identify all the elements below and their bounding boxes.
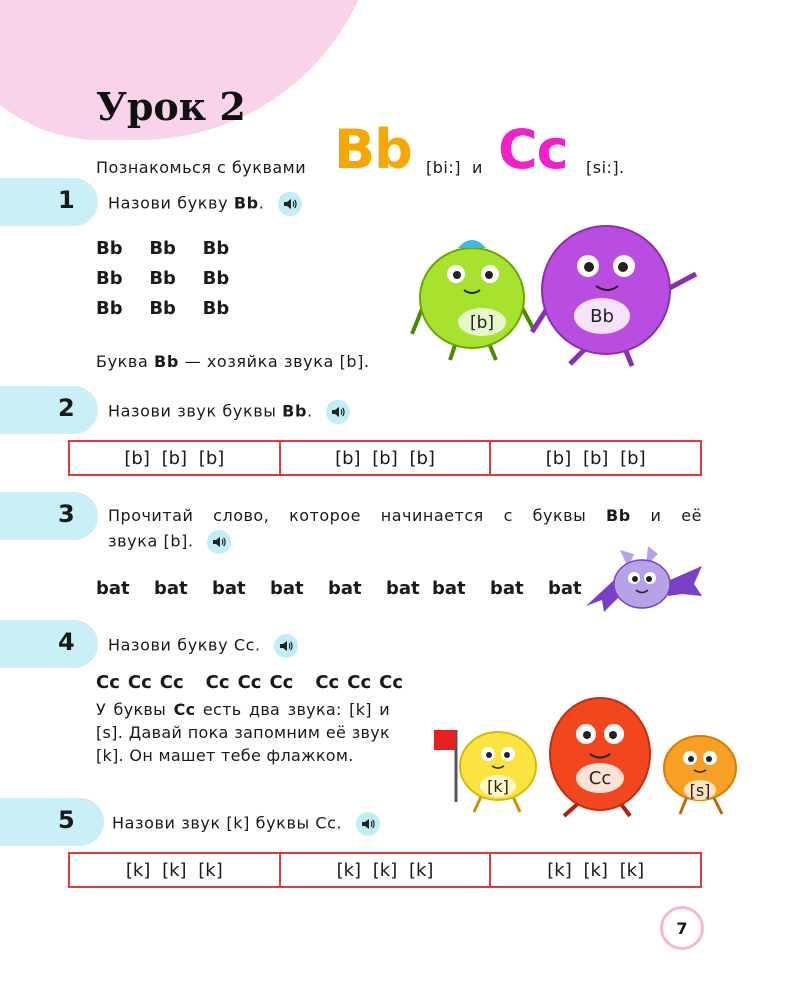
bat-word: bat [270, 578, 304, 599]
big-letter-cc: Cc [498, 118, 568, 181]
bat-word: bat [548, 578, 582, 599]
task-number: 2 [58, 394, 75, 422]
task-1 [108, 192, 302, 216]
word: её [681, 506, 702, 525]
word: начинается [380, 506, 484, 525]
bat-words [96, 578, 596, 604]
green-monster [412, 240, 534, 360]
bat-word: bat [96, 578, 130, 599]
grid-row [96, 268, 256, 298]
task-text: звука [b]. [108, 531, 194, 551]
purple-monster [532, 226, 696, 366]
task-tab-1 [0, 178, 98, 226]
bat-word: bat [154, 578, 188, 599]
bat-illustration [584, 540, 704, 620]
red-monster [550, 698, 650, 816]
sound-cell: [b] [b] [b] [281, 442, 492, 474]
speaker-icon[interactable] [278, 192, 302, 216]
orange-monster [664, 736, 736, 814]
task-3-line-2 [108, 530, 231, 554]
para-a: У буквы [96, 700, 167, 719]
big-letter-bb: Bb [334, 118, 412, 181]
grid-letter: Bb [202, 298, 230, 319]
grid-row [96, 298, 256, 328]
sound-cell: [k] [k] [k] [547, 859, 645, 881]
cc-letter: Cc [347, 672, 372, 693]
grid-letter: Bb [96, 238, 123, 259]
speaker-icon[interactable] [207, 530, 231, 554]
cc-letter: Cc [269, 672, 294, 693]
task-number: 5 [58, 806, 75, 834]
red-monster-label: Cc [588, 768, 612, 789]
word: с [503, 506, 513, 525]
word: слово, [213, 506, 270, 525]
cc-letter: Cc [315, 672, 340, 693]
task-tab-5 [0, 798, 104, 846]
rule-text [96, 352, 370, 371]
bat-word: bat [212, 578, 246, 599]
task-number: 3 [58, 500, 75, 528]
grid-letter: Bb [202, 238, 230, 259]
grid-letter: Bb [149, 238, 176, 259]
task-bold: Bb [233, 193, 259, 213]
orange-monster-label: [s] [689, 781, 711, 800]
cc-letter: Cc [127, 672, 152, 693]
cc-explanation [96, 698, 390, 767]
word: и [650, 506, 662, 525]
task-text: Назови букву [108, 193, 229, 213]
para-b: есть два звука: [k] и [s]. Давай пока запомним её звук [k]. Он машет тебе флажком. [96, 700, 391, 765]
task-4 [108, 634, 298, 658]
speaker-icon[interactable] [356, 812, 380, 836]
task-tab-2 [0, 386, 98, 434]
speaker-icon[interactable] [326, 400, 350, 424]
bat-word: bat [328, 578, 362, 599]
grid-letter: Bb [96, 298, 123, 319]
sound-cell: [b] [b] [b] [545, 447, 646, 469]
sound-b-boxes [68, 440, 702, 476]
cc-letter: Cc [159, 672, 184, 693]
monsters-cc-illustration [434, 690, 740, 820]
page-title: Урок 2 [96, 84, 246, 129]
cc-letter: Cc [96, 672, 120, 693]
page-number: 7 [660, 906, 704, 950]
task-tab-3 [0, 492, 98, 540]
para-bold: Cc [173, 700, 196, 719]
yellow-monster-label: [k] [487, 777, 509, 796]
word: буквы [532, 506, 587, 525]
task-end: . [258, 193, 265, 213]
task-bold: Bb [282, 401, 308, 421]
bat-word: bat [386, 578, 420, 599]
grid-row [96, 238, 256, 268]
yellow-monster [460, 732, 536, 812]
purple-monster-label: Bb [590, 306, 614, 327]
word: Прочитай [108, 506, 194, 525]
monsters-bb-illustration [410, 218, 710, 370]
task-3-line-1 [108, 506, 702, 525]
sound-k-boxes [68, 852, 702, 888]
task-text: Назови звук [k] буквы Cc. [112, 813, 343, 833]
task-2 [108, 400, 350, 424]
bat-word: bat [490, 578, 524, 599]
red-flag [434, 730, 456, 802]
sound-cell: [k] [k] [k] [281, 854, 492, 886]
rule-a: Буква [96, 352, 149, 371]
task-end: . [307, 401, 313, 421]
sound-cell: [k] [k] [k] [70, 854, 281, 886]
intro-text: Познакомься с буквами [96, 158, 307, 177]
cc-letter: Cc [205, 672, 230, 693]
word: которое [289, 506, 361, 525]
task-5 [112, 812, 380, 836]
pron-c: [si:]. [586, 158, 625, 177]
grid-letter: Bb [202, 268, 230, 289]
word-bold: Bb [606, 506, 631, 525]
cc-letter: Cc [237, 672, 262, 693]
bb-letter-grid [96, 238, 256, 328]
pron-b: [bi:] [426, 158, 461, 177]
sound-cell: [b] [b] [b] [70, 442, 281, 474]
grid-letter: Bb [149, 268, 176, 289]
intro-line [96, 118, 656, 184]
task-number: 1 [58, 186, 75, 214]
cc-letter: Cc [379, 672, 404, 693]
speaker-icon[interactable] [274, 634, 298, 658]
cc-letter-row [96, 672, 411, 693]
task-text: Назови звук буквы [108, 401, 277, 421]
rule-b: — хозяйка звука [b]. [184, 352, 370, 371]
rule-bold: Bb [154, 352, 179, 371]
bat-word: bat [432, 578, 466, 599]
task-number: 4 [58, 628, 75, 656]
grid-letter: Bb [96, 268, 123, 289]
task-text: Назови букву Cc. [108, 635, 261, 655]
task-tab-4 [0, 620, 98, 668]
grid-letter: Bb [149, 298, 176, 319]
green-monster-label: [b] [469, 313, 495, 333]
intro-and: и [472, 158, 483, 177]
